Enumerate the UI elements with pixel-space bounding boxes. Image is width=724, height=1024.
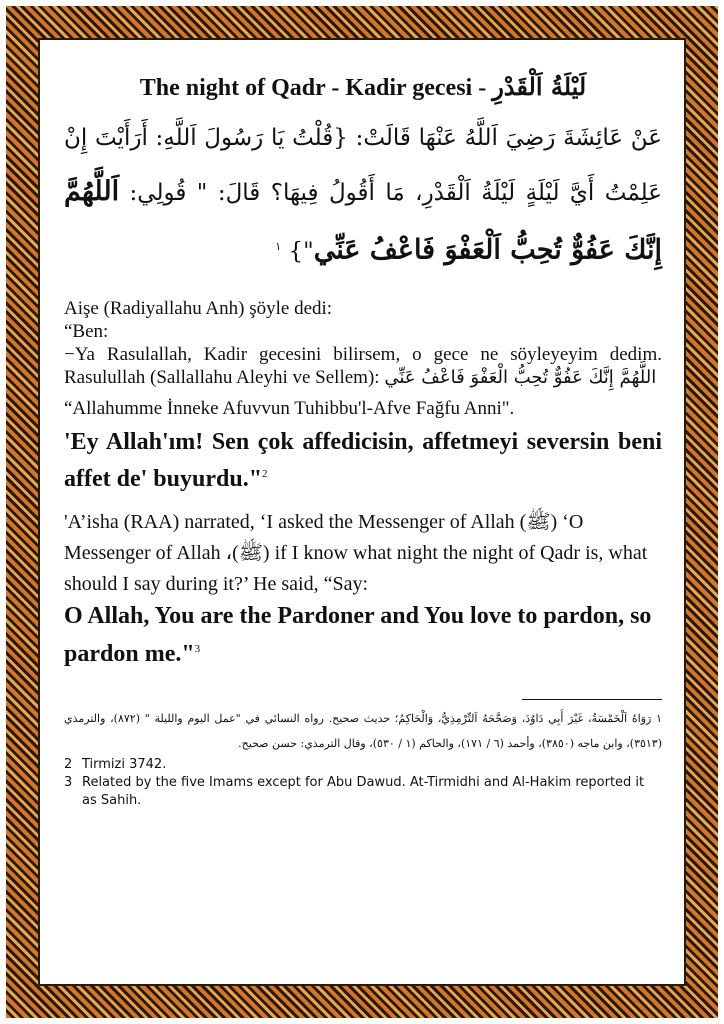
- turkish-line-2: “Ben:: [64, 320, 109, 342]
- footnote-2-text: Tirmizi 3742.: [82, 756, 167, 772]
- footnote-3-text: Related by the five Imams except for Abu Dawud. At-Tirmidhi and Al-Hakim reported it as Sahih.: [82, 774, 645, 808]
- hadith-arabic-dua: اَللَّهُمَّ إِنَّكَ عَفُوٌّ تُحِبُّ اَلْعَفْوَ فَاعْفُ عَنِّي: [64, 176, 662, 266]
- turkish-translation-text: 'Ey Allah'ım! Sen çok affedicisin, affetmeyi seversin beni affet de' buyurdu: [64, 428, 662, 492]
- hadith-arabic: [64, 111, 662, 279]
- english-end: .": [175, 640, 195, 667]
- footnote-2-number: 2: [64, 756, 73, 772]
- title-arabic: لَيْلَةُ اَلْقَدْرِ: [492, 72, 587, 101]
- english-translation: [64, 600, 662, 671]
- page-content: [64, 70, 662, 810]
- english-section: [64, 507, 662, 600]
- footnote-mark-3: 3: [194, 642, 201, 655]
- turkish-translation: [64, 426, 662, 495]
- page-title: [64, 70, 662, 105]
- english-bold-text: O Allah, You are the Pardoner and You love to pardon, so pardon me: [64, 602, 652, 667]
- turkish-dua-arabic: اللَّهُمَّ إِنَّكَ عَفُوٌّ تُحِبُّ الْعَفْوَ فَاعْفُ عَنِّي: [384, 366, 657, 388]
- turkish-line-3: [64, 343, 662, 389]
- turkish-line-1: Aişe (Radiyallahu Anh) şöyle dedi:: [64, 297, 333, 319]
- footnote-2: [64, 756, 662, 774]
- turkish-line-3-text: −Ya Rasulallah, Kadir gecesini bilirsem, o gece ne söyleyeyim dedim. Rasulullah (Sallallahu Aleyhi ve Sellem):: [64, 343, 662, 388]
- footnote-arabic: ١ رَوَاهُ اَلْخَمْسَةُ، غَيْرَ أَبِي دَاوُدَ، وَصَحَّحَهُ اَلتِّرْمِذِيُّ، وَالْحَاكِمُ؛ حديث صحيح. رواه النسائي في "عمل اليوم والليلة " (٨٧٢)، والترمذي (٣٥١٣)، وابن ماجه (٣٨٥٠)، وأحمد (٦ / ١٧١)، والحاكم (١ / ٥٣٠)، وقال الترمذي: حسن صحيح.: [64, 711, 662, 750]
- footnote-mark-1: ١: [275, 240, 282, 253]
- english-text: 'A’isha (RAA) narrated, ‘I asked the Messenger of Allah (ﷺ) ‘O Messenger of Allah ،(ﷺ) if I know what night the night of Qadr is, what should I say during it?’ He said, “Say:: [64, 510, 648, 595]
- turkish-translation-end: .": [242, 465, 263, 492]
- footnote-divider: [522, 699, 662, 700]
- hadith-arabic-text: عَنْ عَائِشَةَ رَضِيَ اَللَّهُ عَنْهَا قَالَتْ: {قُلْتُ يَا رَسُولَ اَللَّهِ: أَرَأَيْتَ إِنْ عَلِمْتُ أَيَّ لَيْلَةٍ لَيْلَةُ اَلْقَدْرِ، مَا أَقُولُ فِيهَا؟ قَالَ: " قُولِي:: [64, 125, 662, 206]
- title-latin: The night of Qadr - Kadir gecesi -: [139, 75, 487, 101]
- footnote-3-number: 3: [64, 774, 73, 790]
- turkish-transliteration: “Allahumme İnneke Afuvvun Tuhibbu'l-Afve Fağfu Anni".: [64, 397, 515, 419]
- hadith-arabic-close: "}: [288, 238, 314, 265]
- footnote-3: [64, 774, 662, 810]
- turkish-section: [64, 297, 662, 420]
- footnote-mark-2: 2: [262, 467, 268, 480]
